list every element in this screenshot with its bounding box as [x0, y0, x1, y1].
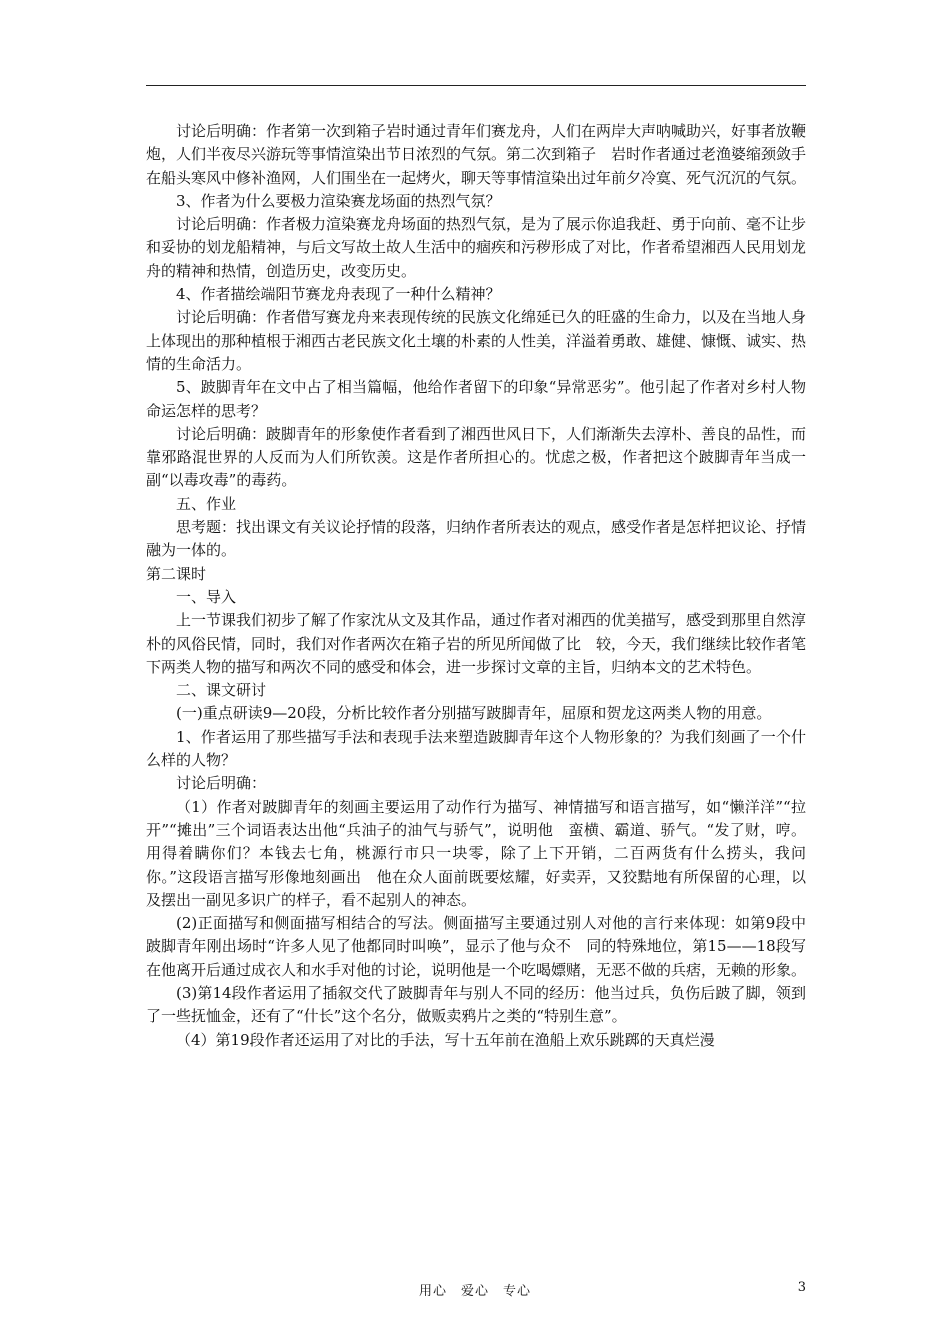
paragraph: 讨论后明确： — [176, 774, 267, 793]
paragraph: 1、作者运用了那些描写手法和表现手法来塑造跛脚青年这个人物形象的？为我们刻画了一个什么样的人物？ — [146, 727, 806, 770]
page-number: 3 — [797, 1280, 806, 1295]
paragraph: 讨论后明确：作者借写赛龙舟来表现传统的民族文化绵延已久的旺盛的生命力，以及在当地人身上体现出的那种植根于湘西古老民族文化土壤的朴素的人性美，洋溢着勇敢、雄健、慷慨、诚实、热情的生命活力。 — [146, 308, 807, 373]
paragraph: 5、跛脚青年在文中占了相当篇幅，他给作者留下的印象“异常恶劣”。他引起了作者对乡村人物命运怎样的思考？ — [146, 378, 806, 420]
paragraph: 思考题：找出课文有关议论抒情的段落，归纳作者所表达的观点，感受作者是怎样把议论、抒情融为一体的。 — [146, 518, 807, 560]
paragraph: 讨论后明确：作者极力渲染赛龙舟场面的热烈气氛，是为了展示你追我赶、勇于向前、毫不让步和妥协的划龙船精神，与后文写故土故人生活中的痼疾和污秽形成了对比，作者希望湘西人民用划龙舟的精神和热情，创造历史，改变历史。 — [146, 215, 807, 280]
paragraph: 五、作业 — [176, 494, 237, 513]
paragraph: 二、课文研讨 — [176, 681, 267, 700]
paragraph: （1）作者对跛脚青年的刻画主要运用了动作行为描写、神情描写和语言描写，如“懒洋洋”“拉开”“摊出”三个词语表达出他“兵油子的油气与骄气”，说明他 蛮横、霸道、骄气。“发了财，哼。用得着瞒你们？本钱去七角，桃源行市只一块零，除了上下开销，二百两货有什么捞头，我问你。”这段语言描写形像地刻画出 他在众人面前既要炫耀，好卖弄，又狡黠地有所保留的心理，以及摆出一副见多识广的样子，看不起别人的神态。 — [146, 797, 806, 909]
paragraph: 讨论后明确：作者第一次到箱子岩时通过青年们赛龙舟，人们在两岸大声呐喊助兴，好事者放鞭炮，人们半夜尽兴游玩等事情渲染出节日浓烈的气氛。第二次到箱子 岩时作者通过老渔婆缩颈敛手在船头寒风中修补渔网，人们围坐在一起烤火，聊天等事情渲染出过年前夕冷寞、死气沉沉的气氛。 — [146, 122, 807, 187]
paragraph: （4）第19段作者还运用了对比的手法，写十五年前在渔船上欢乐跳踯的天真烂漫 — [176, 1030, 715, 1049]
header-rule — [146, 85, 806, 86]
paragraph: (一)重点研读9—20段，分析比较作者分别描写跛脚青年，屈原和贺龙这两类人物的用意。 — [176, 704, 772, 723]
paragraph: (3)第14段作者运用了插叙交代了跛脚青年与别人不同的经历：他当过兵，负伤后跛了脚，领到了一些抚恤金，还有了“什长”这个名分，做贩卖鸦片之类的“特别生意”。 — [146, 983, 806, 1026]
paragraph: 3、作者为什么要极力渲染赛龙场面的热烈气氛？ — [176, 191, 501, 210]
paragraph: 一、导入 — [176, 587, 237, 606]
paragraph: 上一节课我们初步了解了作家沈从文及其作品，通过作者对湘西的优美描写，感受到那里自然淳朴的风俗民情，同时，我们对作者两次在箱子岩的所见所闻做了比 较，今天，我们继续比较作者笔下两类人物的描写和两次不同的感受和体会，进一步探讨文章的主旨，归纳本文的艺术特色。 — [146, 611, 807, 676]
paragraph: 4、作者描绘端阳节赛龙舟表现了一种什么精神？ — [176, 285, 501, 304]
footer-motto: 用心 爱心 专心 — [418, 1284, 531, 1299]
paragraph: 讨论后明确：跛脚青年的形象使作者看到了湘西世风日下，人们渐渐失去淳朴、善良的品性，而靠邪路混世界的人反而为人们所钦羡。这是作者所担心的。忧虑之极，作者把这个跛脚青年当成一副“以毒攻毒”的毒药。 — [146, 424, 807, 490]
document-body — [146, 120, 806, 1052]
paragraph: (2)正面描写和侧面描写相结合的写法。侧面描写主要通过别人对他的言行来体现：如第9段中跛脚青年刚出场时“许多人见了他都同时叫唤”，显示了他与众不 同的特殊地位，第15——18段写在他离开后通过成衣人和水手对他的讨论，说明他是一个吃喝嫖赌，无恶不做的兵痞，无赖的形象。 — [146, 914, 807, 979]
paragraph: 第二课时 — [146, 564, 207, 583]
